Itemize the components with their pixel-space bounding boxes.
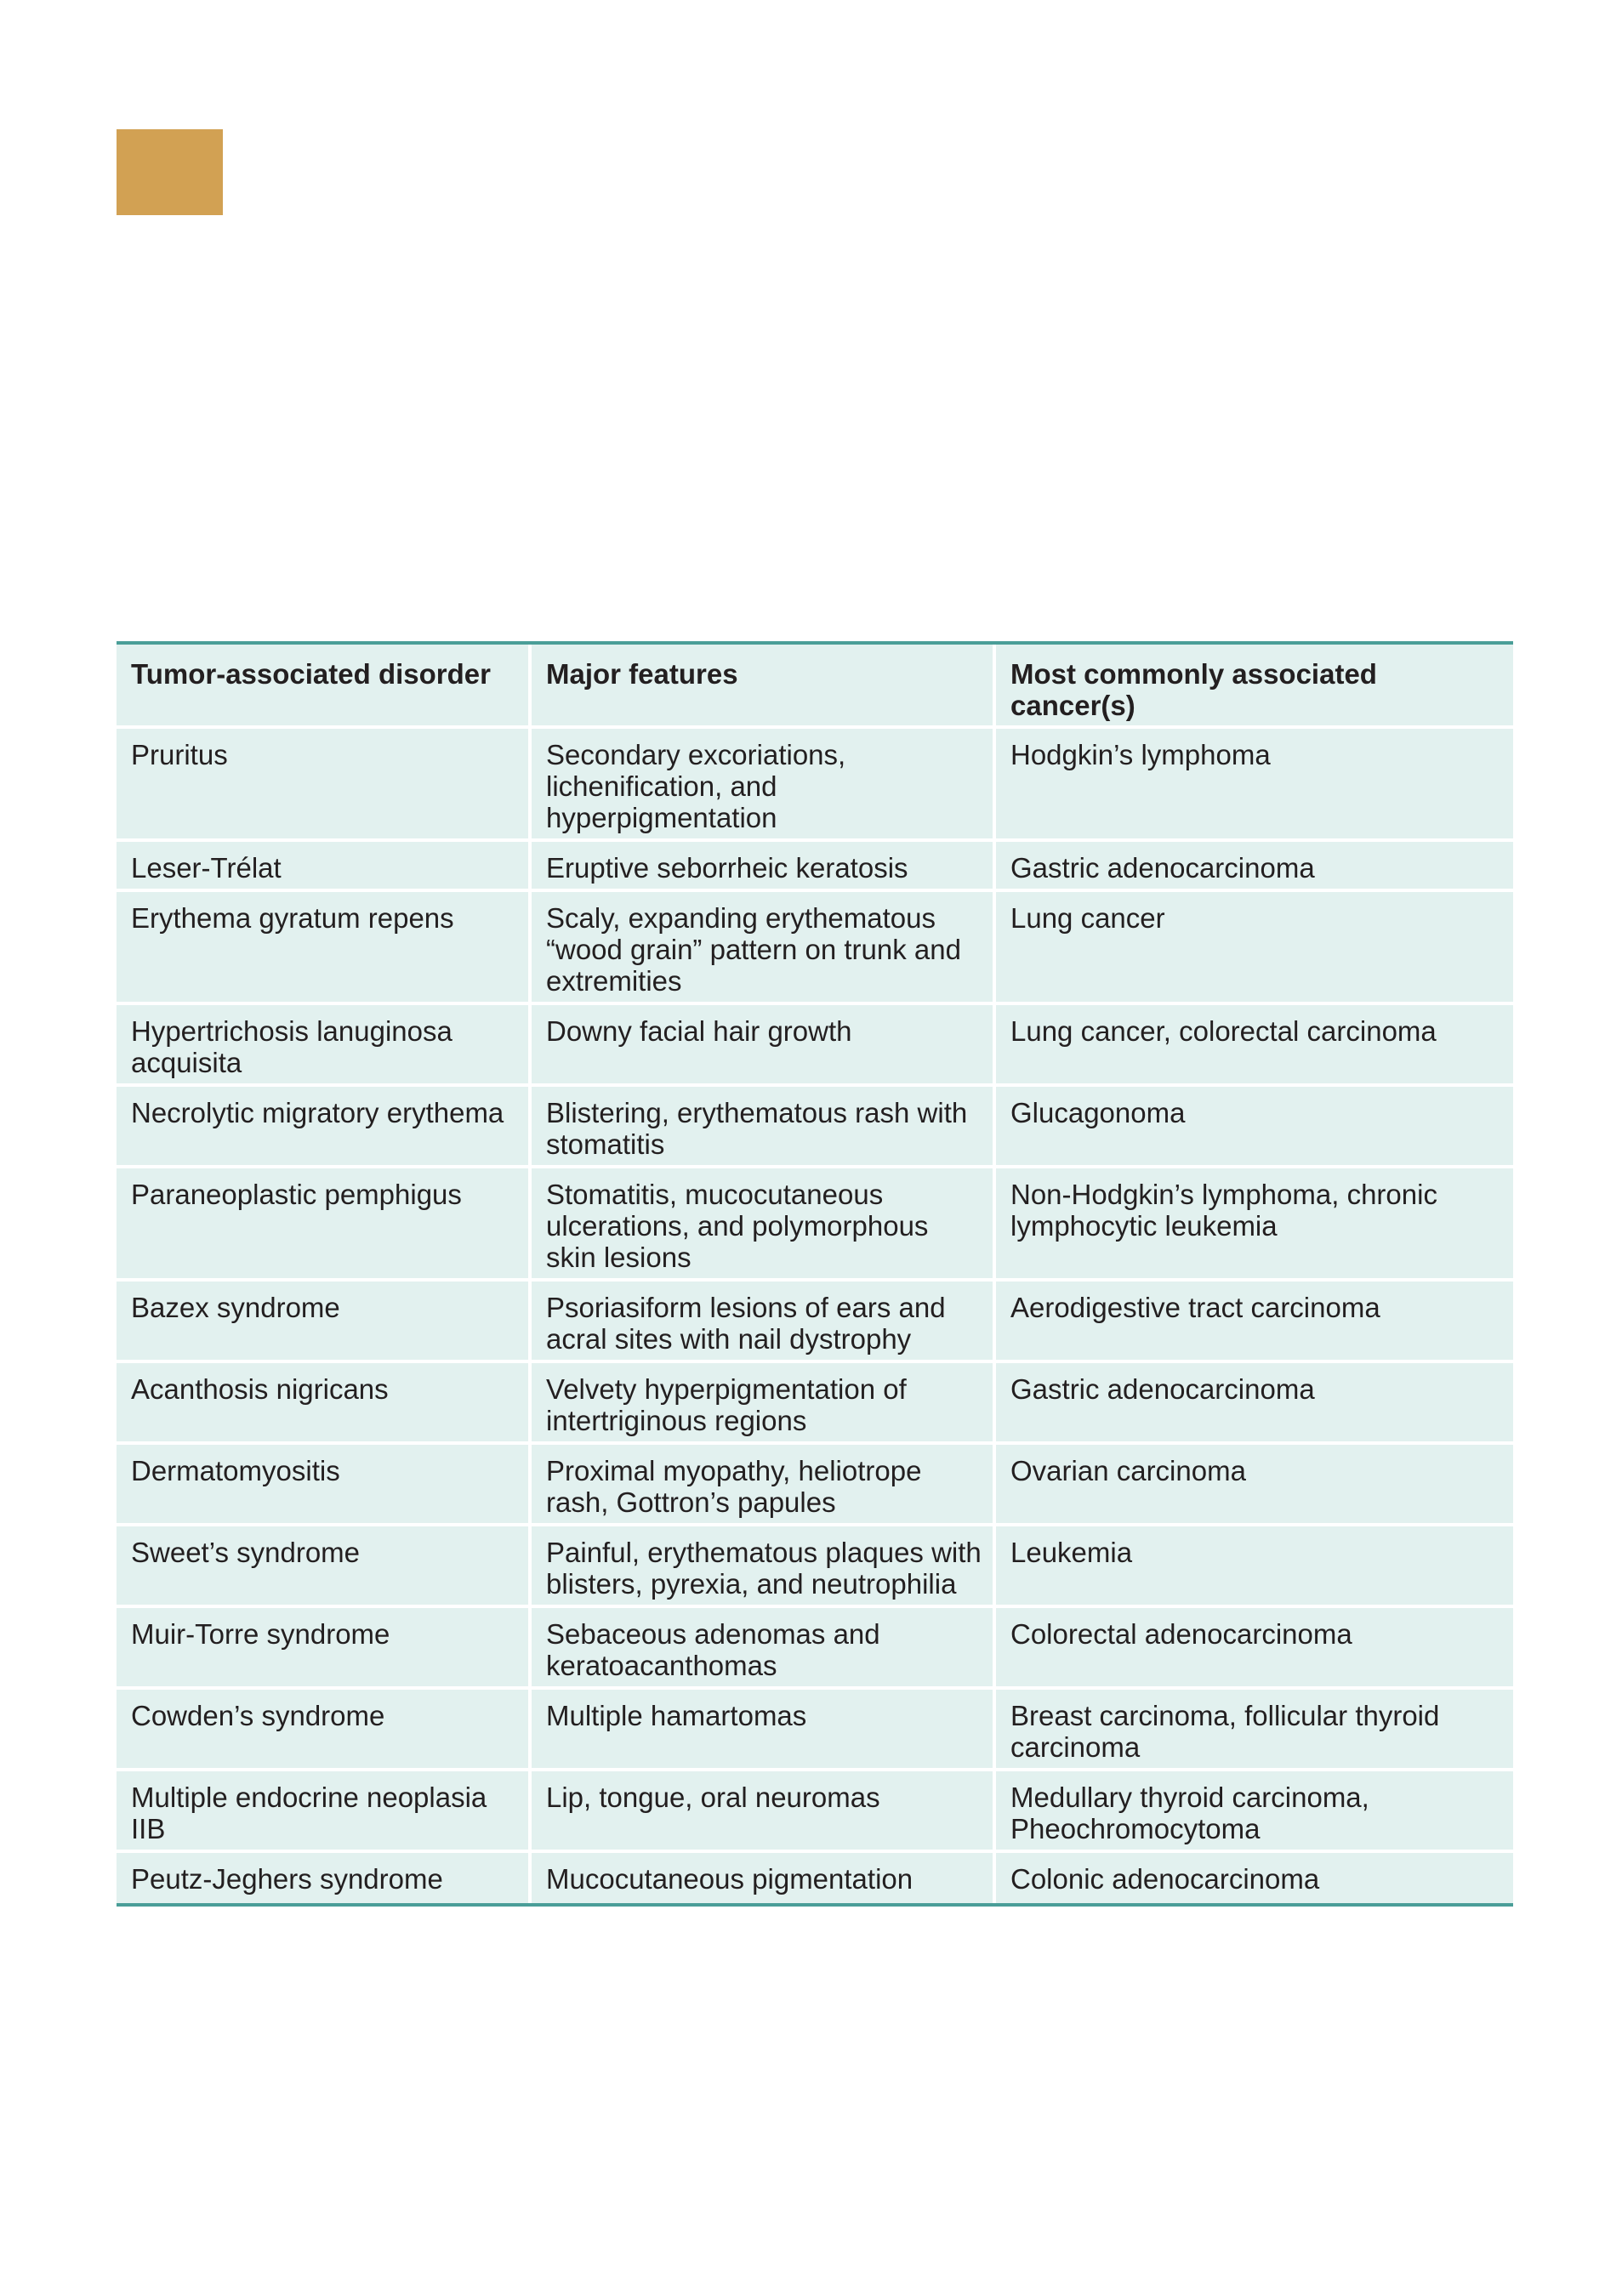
header-disorder: Tumor-associated disorder [117, 645, 532, 729]
table-row [117, 1853, 1513, 1903]
cell-disorder: Muir-Torre syndrome [117, 1608, 532, 1690]
cell-cancers: Breast carcinoma, follicular thyroid carcinoma [996, 1690, 1513, 1771]
cell-disorder: Paraneoplastic pemphigus [117, 1168, 532, 1282]
cell-disorder: Peutz-Jeghers syndrome [117, 1853, 532, 1903]
cell-features: Lip, tongue, oral neuromas [532, 1771, 996, 1853]
cell-disorder: Necrolytic migratory erythema [117, 1087, 532, 1168]
cell-cancers: Lung cancer, colorectal carcinoma [996, 1005, 1513, 1087]
table-row [117, 729, 1513, 842]
table-row [117, 1282, 1513, 1363]
cell-disorder: Bazex syndrome [117, 1282, 532, 1363]
cell-features: Stomatitis, mucocutaneous ulcerations, and polymorphous skin lesions [532, 1168, 996, 1282]
table-row [117, 1445, 1513, 1526]
cell-features: Blistering, erythematous rash with stomatitis [532, 1087, 996, 1168]
table-row [117, 1771, 1513, 1853]
cell-disorder: Hypertrichosis lanuginosa acquisita [117, 1005, 532, 1087]
cell-disorder: Multiple endocrine neoplasia IIB [117, 1771, 532, 1853]
cell-features: Secondary excoriations, lichenification, and hyperpigmentation [532, 729, 996, 842]
cell-disorder: Sweet’s syndrome [117, 1526, 532, 1608]
cell-features: Painful, erythematous plaques with blisters, pyrexia, and neutrophilia [532, 1526, 996, 1608]
cell-features: Mucocutaneous pigmentation [532, 1853, 996, 1903]
cell-cancers: Colorectal adenocarcinoma [996, 1608, 1513, 1690]
cell-cancers: Ovarian carcinoma [996, 1445, 1513, 1526]
cell-disorder: Dermatomyositis [117, 1445, 532, 1526]
cell-cancers: Medullary thyroid carcinoma, Pheochromocytoma [996, 1771, 1513, 1853]
cell-features: Proximal myopathy, heliotrope rash, Gottron’s papules [532, 1445, 996, 1526]
table-row [117, 1363, 1513, 1445]
cell-cancers: Colonic adenocarcinoma [996, 1853, 1513, 1903]
cell-features: Eruptive seborrheic keratosis [532, 842, 996, 892]
disorders-table [117, 641, 1513, 1907]
table-row [117, 1168, 1513, 1282]
cell-disorder: Erythema gyratum repens [117, 892, 532, 1005]
header-features: Major features [532, 645, 996, 729]
cell-features: Psoriasiform lesions of ears and acral sites with nail dystrophy [532, 1282, 996, 1363]
cell-cancers: Lung cancer [996, 892, 1513, 1005]
cell-features: Downy facial hair growth [532, 1005, 996, 1087]
section-marker [117, 129, 223, 215]
table-header-row [117, 645, 1513, 729]
cell-disorder: Pruritus [117, 729, 532, 842]
cell-features: Scaly, expanding erythematous “wood grain” pattern on trunk and extremities [532, 892, 996, 1005]
header-cancers: Most commonly associated cancer(s) [996, 645, 1513, 729]
table-row [117, 892, 1513, 1005]
table-row [117, 842, 1513, 892]
cell-cancers: Glucagonoma [996, 1087, 1513, 1168]
table-row [117, 1005, 1513, 1087]
table-row [117, 1087, 1513, 1168]
table-row [117, 1608, 1513, 1690]
cell-cancers: Leukemia [996, 1526, 1513, 1608]
table-body [117, 729, 1513, 1903]
cell-disorder: Leser-Trélat [117, 842, 532, 892]
disorders-table-container [117, 641, 1513, 1907]
cell-cancers: Non-Hodgkin’s lymphoma, chronic lymphocytic leukemia [996, 1168, 1513, 1282]
cell-cancers: Gastric adenocarcinoma [996, 1363, 1513, 1445]
table-row [117, 1526, 1513, 1608]
cell-cancers: Hodgkin’s lymphoma [996, 729, 1513, 842]
cell-cancers: Aerodigestive tract carcinoma [996, 1282, 1513, 1363]
cell-features: Velvety hyperpigmentation of intertriginous regions [532, 1363, 996, 1445]
cell-cancers: Gastric adenocarcinoma [996, 842, 1513, 892]
cell-features: Multiple hamartomas [532, 1690, 996, 1771]
cell-features: Sebaceous adenomas and keratoacanthomas [532, 1608, 996, 1690]
table-row [117, 1690, 1513, 1771]
cell-disorder: Cowden’s syndrome [117, 1690, 532, 1771]
cell-disorder: Acanthosis nigricans [117, 1363, 532, 1445]
